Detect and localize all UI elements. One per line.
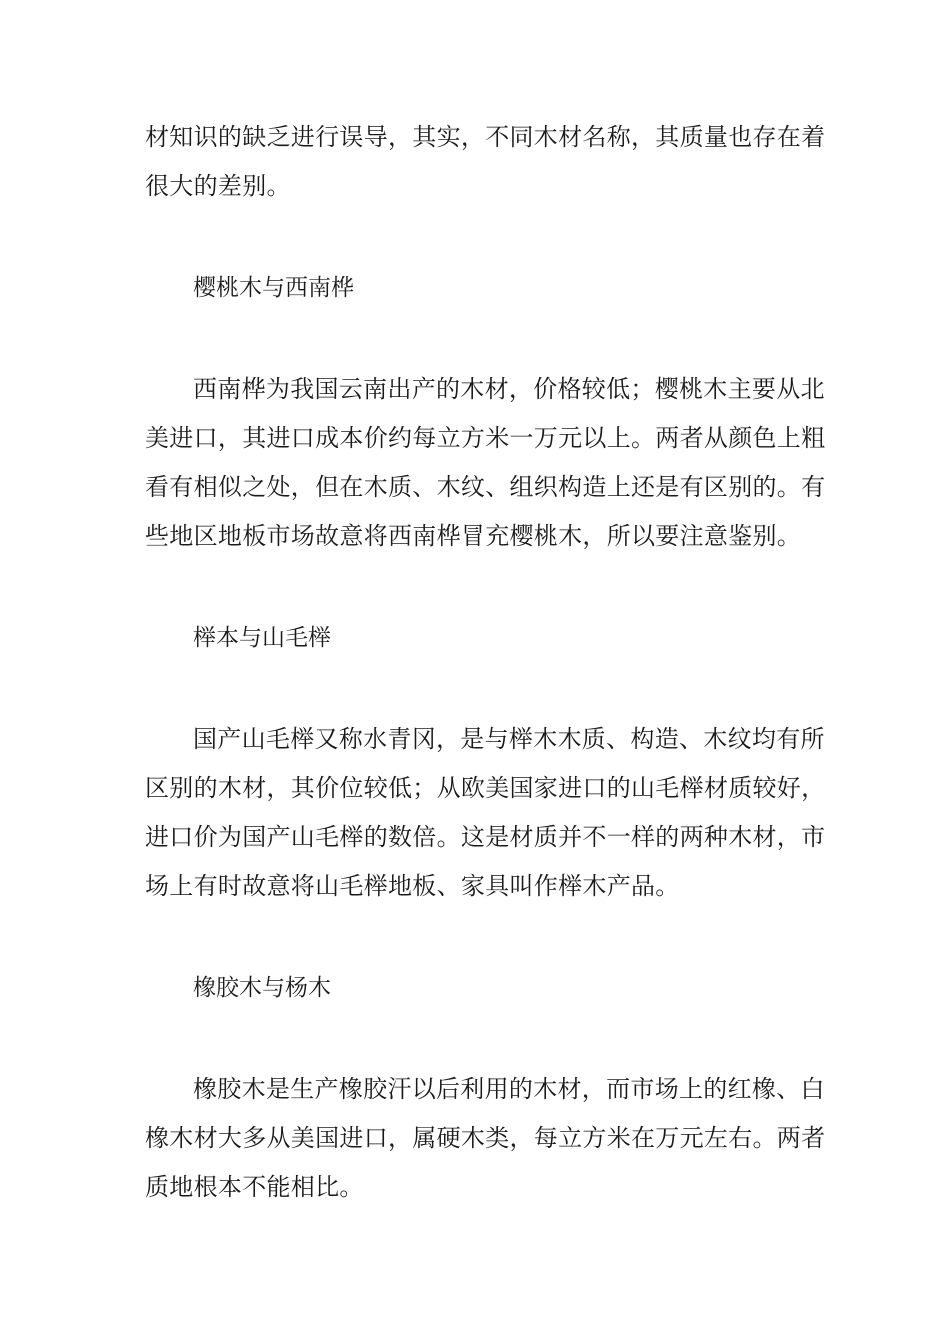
paragraph-line: 区别的木材，其价位较低；从欧美国家进口的山毛榉材质较好，	[145, 774, 826, 802]
paragraph-line: 些地区地板市场故意将西南桦冒充樱桃木，所以要注意鉴别。	[145, 522, 802, 550]
paragraph-line: 美进口，其进口成本价约每立方米一万元以上。两者从颜色上粗	[145, 424, 826, 452]
document-page	[145, 113, 826, 1212]
section-heading: 榉本与山毛榉	[193, 625, 331, 651]
paragraph-line: 橡木材大多从美国进口，属硬木类，每立方米在万元左右。两者	[145, 1124, 826, 1152]
section-heading: 橡胶木与杨木	[193, 975, 331, 1001]
paragraph-line: 材知识的缺乏进行误导，其实，不同木材名称，其质量也存在着	[145, 123, 826, 151]
paragraph-line: 很大的差别。	[145, 172, 291, 200]
paragraph-line: 进口价为国产山毛榉的数倍。这是材质并不一样的两种木材，市	[145, 823, 826, 851]
paragraph-line: 看有相似之处，但在木质、木纹、组织构造上还是有区别的。有	[145, 473, 826, 501]
paragraph-line: 场上有时故意将山毛榉地板、家具叫作榉木产品。	[145, 872, 680, 900]
section-paragraph	[145, 365, 826, 561]
paragraph-line: 西南桦为我国云南出产的木材，价格较低；樱桃木主要从北	[193, 375, 825, 403]
intro-paragraph	[145, 113, 826, 211]
section-paragraph	[145, 715, 826, 911]
paragraph-line: 橡胶木是生产橡胶汗以后利用的木材，而市场上的红橡、白	[193, 1075, 825, 1103]
section-heading: 樱桃木与西南桦	[193, 275, 354, 301]
paragraph-line: 质地根本不能相比。	[145, 1173, 364, 1201]
paragraph-line: 国产山毛榉又称水青冈，是与榉木木质、构造、木纹均有所	[193, 725, 825, 753]
section-paragraph	[145, 1065, 826, 1212]
